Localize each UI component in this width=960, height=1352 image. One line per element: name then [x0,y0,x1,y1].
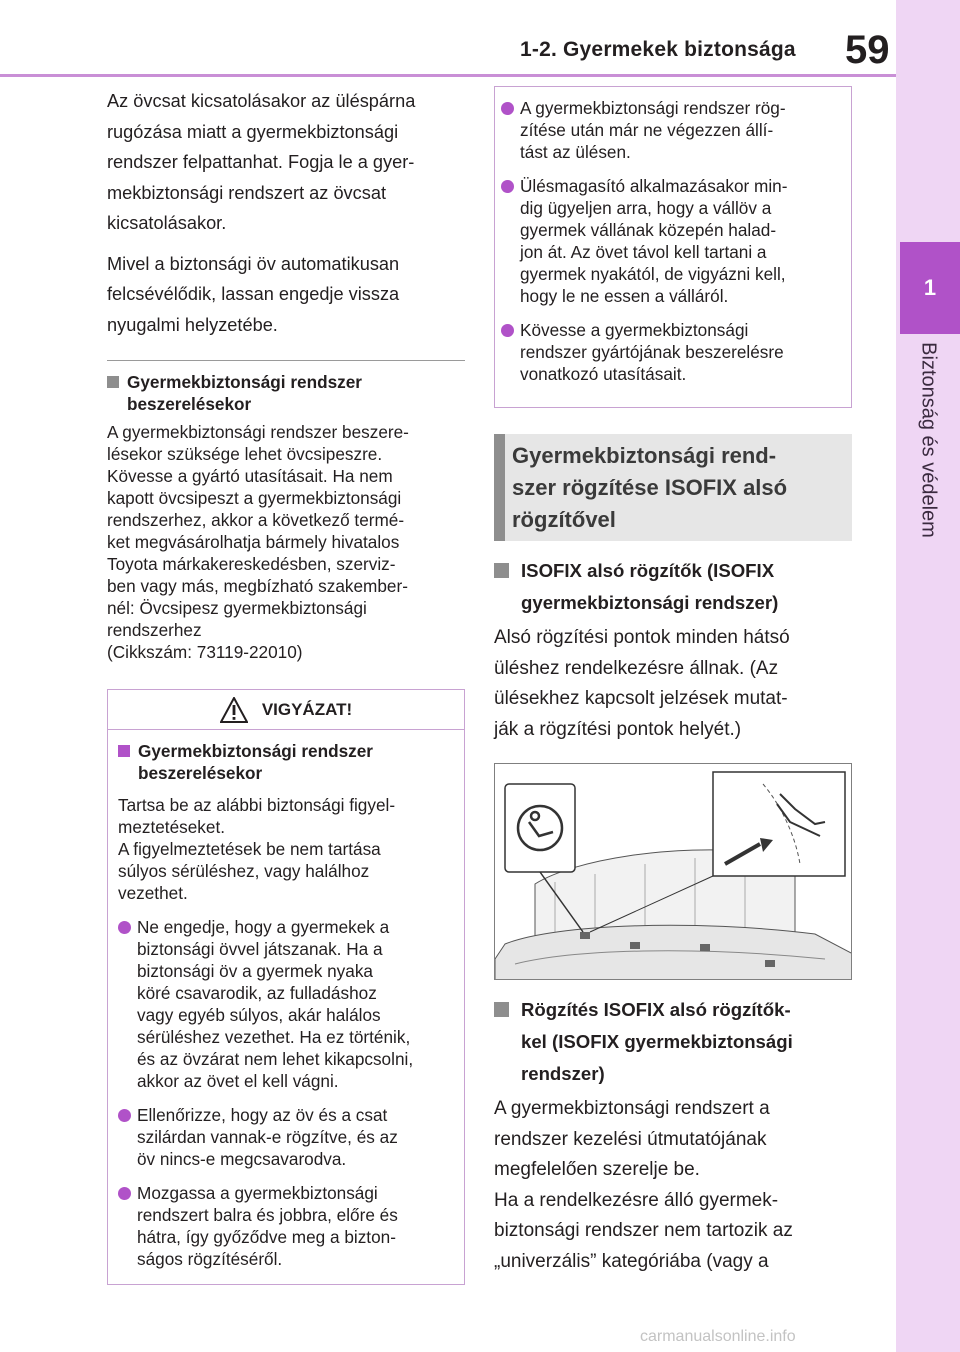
subheading-isofix-anchors [494,555,852,619]
text-line: (Cikkszám: 73119-22010) [107,642,303,662]
text-line: Ne engedje, hogy a gyermekek a [137,917,390,937]
chapter-tab[interactable]: 1 [900,242,960,334]
isofix-seat-illustration [494,763,852,980]
text-line: rendszer) [521,1063,605,1084]
text-line: ISOFIX alsó rögzítők (ISOFIX [521,560,775,581]
seat-drawing [495,764,852,980]
text-line: hogy le ne essen a válláról. [520,286,729,306]
paragraph-belt-retract [107,249,465,341]
text-line: mekbiztonsági rendszert az övcsat [107,182,387,203]
text-line: Mivel a biztonsági öv automatikusan [107,253,400,274]
text-line: Toyota márkakereskedésben, szerviz- [107,554,396,574]
text-line: öv nincs-e megcsavarodva. [137,1149,347,1169]
text-line: biztonsági rendszer nem tartozik az [494,1220,793,1241]
text-line: dig ügyeljen arra, hogy a vállöv a [520,198,772,218]
text-line: Gyermekbiztonsági rend- [512,443,777,468]
text-line: Az övcsat kicsatolásakor az üléspárna [107,91,416,111]
text-line: vezethet. [118,883,188,903]
warning-bullet [118,916,450,1092]
square-bullet-icon [107,376,119,388]
text-line: gyermek vállának közepén halad- [520,220,777,240]
text-line: üléshez rendelkezésre állnak. (Az [494,657,779,679]
text-line: rendszer felpattanhat. Fogja le a gyer- [107,152,415,172]
text-line: rendszer kezelési útmutatójának [494,1128,767,1150]
paragraph-clip [107,421,465,663]
text-line: ket megvásárolhatja bármely hivatalos [107,532,400,552]
bullet-item [501,175,839,307]
paragraph-buckle-release [107,86,465,239]
bullet-dot-icon [118,1109,131,1122]
text-line: akkor az övet el kell vágni. [137,1071,339,1091]
heading-bar [494,434,505,541]
section-title: 1-2. Gyermekek biztonsága [520,38,796,61]
text-line: kicsatolásakor. [107,213,227,233]
text-line: beszerelésekor [127,394,252,414]
square-bullet-icon [494,563,509,578]
subheading-isofix-mounting [494,994,852,1090]
section-heading [494,434,852,541]
text-line: biztonsági övvel játszanak. Ha a [137,939,383,959]
bullet-dot-icon [118,921,131,934]
paragraph-anchor-points [494,623,852,745]
watermark: carmanualsonline.info [640,1328,796,1345]
text-line: Tartsa be az alábbi biztonsági figyel- [118,795,396,815]
section-heading-text [505,434,787,541]
bullet-dot-icon [118,1187,131,1200]
text-line: rugózása miatt a gyermekbiztonsági [107,121,399,142]
warning-triangle-icon [220,697,248,723]
text-line: lésekor szüksége lehet övcsipeszre. [107,444,383,464]
text-line: nél: Övcsipesz gyermekbiztonsági [107,598,367,618]
warning-intro [118,794,450,904]
text-line: „univerzális” kategóriába (vagy a [494,1250,769,1272]
warning-title [108,690,464,730]
warning-bullet [118,1104,450,1170]
text-line: meztetéseket. [118,817,225,837]
text-line: Gyermekbiztonsági rendszer [127,372,362,392]
text-line: vagy egyéb súlyos, akár halálos [137,1005,381,1025]
chapter-title-vertical: Biztonság és védelem [917,342,940,538]
side-strip [896,0,960,1352]
header-rule [0,74,896,77]
text-line: kel (ISOFIX gyermekbiztonsági [521,1031,793,1052]
text-line: ságos rögzítéséről. [137,1249,283,1269]
text-line: Gyermekbiztonsági rendszer [138,741,373,761]
text-line: köré csavarodik, az fulladáshoz [137,983,377,1003]
text-line: kapott övcsipeszt a gyermekbiztonsági [107,488,402,508]
bullet-dot-icon [501,102,514,115]
left-column [107,86,465,1285]
divider [107,360,465,361]
text-line: rendszerhez [107,620,202,640]
square-bullet-icon [494,1002,509,1017]
text-line: vonatkozó utasításait. [520,364,687,384]
text-line: rögzítővel [512,507,616,532]
bullet-item [501,319,839,385]
text-line: Mozgassa a gyermekbiztonsági [137,1183,378,1203]
text-line: nyugalmi helyzetébe. [107,314,278,335]
paragraph-install-instructions [494,1094,852,1277]
text-line: súlyos sérüléshez, vagy halálhoz [118,861,370,881]
text-line: megfelelően szerelje be. [494,1159,700,1180]
text-line: Ellenőrizze, hogy az öv és a csat [137,1105,388,1125]
text-line: jon át. Az övet távol kell tartani a [520,242,767,262]
right-column [494,86,852,1277]
text-line: szilárdan vannak-e rögzítve, és az [137,1127,398,1147]
subheading-installation [107,371,465,415]
warning-bullet [118,1182,450,1270]
warning-subheading [118,740,450,784]
text-line: ben vagy más, megbízható szakember- [107,576,408,596]
warning-body [108,730,464,1284]
text-line: Rögzítés ISOFIX alsó rögzítők- [521,999,791,1020]
text-line: Kövesse a gyermekbiztonsági [520,320,749,340]
bullet-dot-icon [501,324,514,337]
text-line: felcsévélődik, lassan engedje vissza [107,284,400,304]
text-line: Ha a rendelkezésre álló gyermek- [494,1189,779,1211]
text-line: biztonsági öv a gyermek nyaka [137,961,373,981]
text-line: A gyermekbiztonsági rendszert a [494,1098,770,1119]
text-line: és az övzárat nem lehet kikapcsolni, [137,1049,414,1069]
text-line: gyermekbiztonsági rendszer) [521,592,779,613]
warning-box [107,689,465,1285]
text-line: Ülésmagasító alkalmazásakor min- [520,176,788,196]
text-line: zítése után már ne végezzen állí- [520,120,774,140]
text-line: sérüléshez vezethet. Ha ez történik, [137,1027,411,1047]
text-line: Kövesse a gyártó utasításait. Ha nem [107,466,393,486]
bullet-item [501,97,839,163]
text-line: A figyelmeztetések be nem tartása [118,839,381,859]
text-line: rendszerhez, akkor a következő termé- [107,510,405,530]
bullet-dot-icon [501,180,514,193]
text-line: ják a rögzítési pontok helyét.) [494,718,742,740]
text-line: beszerelésekor [138,763,263,783]
warning-continued-box [494,86,852,408]
text-line: hátra, így győződve meg a bizton- [137,1227,396,1247]
text-line: A gyermekbiztonsági rendszer beszere- [107,422,409,442]
text-line: rendszert balra és jobbra, előre és [137,1205,398,1225]
text-line: gyermek nyakától, de vigyázni kell, [520,264,786,284]
text-line: szer rögzítése ISOFIX alsó [512,475,788,500]
text-line: Alsó rögzítési pontok minden hátsó [494,627,790,648]
text-line: ülésekhez kapcsolt jelzések mutat- [494,688,788,709]
text-line: A gyermekbiztonsági rendszer rög- [520,98,786,118]
square-bullet-icon [118,745,130,757]
page-number: 59 [845,28,890,72]
warning-title-text: VIGYÁZAT! [261,699,353,719]
text-line: tást az ülésen. [520,142,631,162]
text-line: rendszer gyártójának beszerelésre [520,342,784,362]
